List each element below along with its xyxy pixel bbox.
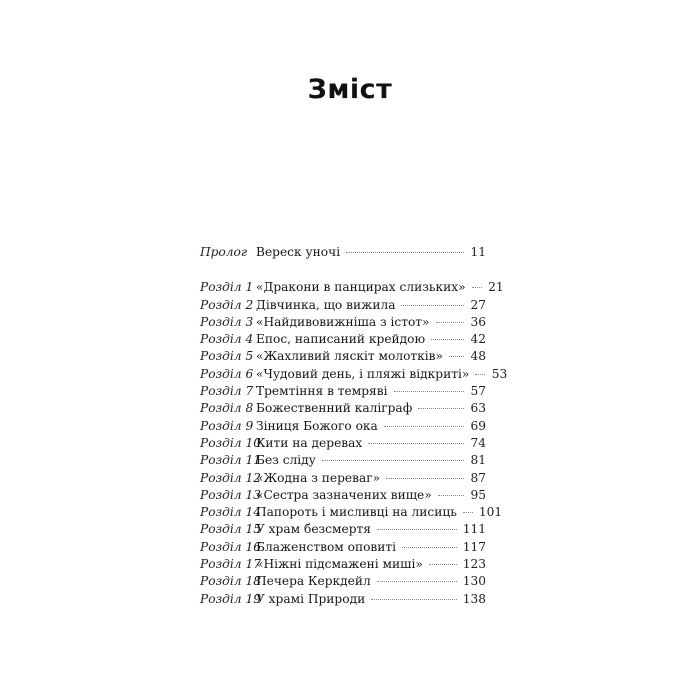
entry-label: Розділ 6: [200, 366, 254, 381]
toc-entry: [200, 366, 508, 383]
toc-entry: [200, 504, 503, 521]
entry-title: «Дракони в панцирах слизьких»: [256, 280, 466, 295]
dot-leader: [438, 495, 464, 496]
entry-title: У храм безсмертя: [256, 522, 371, 537]
toc-entry: [200, 418, 486, 435]
entry-title: У храмі Природи: [256, 591, 366, 606]
entry-label: Розділ 13: [200, 487, 261, 502]
entry-title: Тремтіння в темряві: [256, 384, 388, 399]
entry-page-number: 95: [470, 487, 486, 502]
dot-leader: [386, 478, 464, 479]
entry-label: Розділ 2: [200, 297, 254, 312]
dot-leader: [377, 581, 457, 582]
toc-entry: [200, 331, 486, 348]
entry-page-number: 87: [470, 470, 486, 485]
entry-page-number: 27: [470, 297, 486, 312]
entry-page-number: 138: [462, 591, 486, 606]
toc-entry: [200, 521, 486, 538]
dot-leader: [436, 322, 464, 323]
entry-title: Зіниця Божого ока: [256, 418, 378, 433]
entry-label: Розділ 12: [200, 470, 261, 485]
page-title: Зміст: [307, 74, 393, 105]
entry-title: Кити на деревах: [256, 435, 363, 450]
entry-page-number: 123: [462, 557, 486, 572]
entry-label: Розділ 17: [200, 557, 261, 572]
toc-entry: [200, 348, 486, 365]
entry-title: Печера Керкдейл: [256, 574, 371, 589]
dot-leader: [402, 547, 457, 548]
entry-label: Розділ 7: [200, 384, 254, 399]
entry-label: Розділ 18: [200, 574, 261, 589]
entry-page-number: 21: [488, 280, 504, 295]
toc-entry: [200, 487, 486, 504]
entry-title: Папороть і мисливці на лисиць: [256, 505, 457, 520]
entry-page-number: 11: [470, 245, 486, 259]
entry-title: Без сліду: [256, 453, 316, 468]
dot-leader: [431, 339, 464, 340]
dot-leader: [377, 529, 457, 530]
entry-page-number: 57: [470, 384, 486, 399]
toc-entry: [200, 573, 486, 590]
toc-entry: [200, 539, 486, 556]
entry-title: Дівчинка, що вижила: [256, 297, 396, 312]
dot-leader: [322, 460, 464, 461]
dot-leader: [418, 408, 464, 409]
entry-label: Пролог: [200, 245, 248, 259]
toc-entry: [200, 279, 504, 296]
entry-title: Вереск уночі: [256, 245, 341, 259]
entry-title: «Найдивовижніша з істот»: [256, 314, 430, 329]
dot-leader: [371, 599, 457, 600]
entry-label: Розділ 16: [200, 539, 261, 554]
entry-label: Розділ 11: [200, 453, 261, 468]
table-of-contents: [200, 244, 508, 608]
entry-title: «Жахливий ляскіт молотків»: [256, 349, 443, 364]
dot-leader: [368, 443, 464, 444]
entry-page-number: 101: [478, 505, 503, 520]
toc-entry: [200, 591, 486, 608]
entry-page-number: 111: [462, 522, 486, 537]
entry-title: Епос, написаний крейдою: [256, 332, 426, 347]
entry-label: Розділ 14: [200, 505, 261, 520]
entry-page-number: 36: [470, 314, 486, 329]
entry-label: Розділ 5: [200, 349, 254, 364]
dot-leader: [346, 252, 464, 253]
dot-leader: [384, 426, 464, 427]
entry-title: «Чудовий день, і пляжі відкриті»: [256, 366, 470, 381]
entry-label: Розділ 8: [200, 401, 254, 416]
entry-page-number: 130: [462, 574, 486, 589]
entry-label: Розділ 3: [200, 314, 254, 329]
toc-entry: [200, 400, 486, 417]
entry-title: Блаженством оповиті: [256, 539, 397, 554]
toc-entry: [200, 244, 486, 261]
toc-entry: [200, 435, 486, 452]
entry-page-number: 69: [470, 418, 486, 433]
entry-page-number: 53: [491, 366, 508, 381]
entry-page-number: 74: [470, 435, 486, 450]
entry-label: Розділ 9: [200, 418, 254, 433]
entry-title: «Жодна з переваг»: [256, 470, 381, 485]
entry-label: Розділ 4: [200, 332, 254, 347]
toc-entry: [200, 452, 486, 469]
entry-title: «Сестра зазначених вище»: [256, 487, 432, 502]
toc-entry: [200, 314, 486, 331]
entry-label: Розділ 1: [200, 280, 254, 295]
toc-entry: [200, 556, 486, 573]
entry-label: Розділ 15: [200, 522, 261, 537]
toc-entry: [200, 297, 486, 314]
entry-page-number: 48: [470, 349, 486, 364]
dot-leader: [475, 374, 485, 375]
dot-leader: [429, 564, 457, 565]
entry-label: Розділ 10: [200, 435, 261, 450]
entry-title: «Ніжні підсмажені миші»: [256, 557, 423, 572]
toc-entry: [200, 470, 486, 487]
entry-page-number: 42: [470, 332, 486, 347]
dot-leader: [449, 356, 464, 357]
entry-page-number: 117: [462, 539, 486, 554]
toc-entry: [200, 383, 486, 400]
dot-leader: [472, 287, 482, 288]
entry-label: Розділ 19: [200, 591, 261, 606]
dot-leader: [463, 512, 473, 513]
dot-leader: [394, 391, 465, 392]
dot-leader: [401, 305, 464, 306]
entry-page-number: 63: [470, 401, 486, 416]
entry-title: Божественний каліграф: [256, 401, 413, 416]
entry-page-number: 81: [470, 453, 486, 468]
